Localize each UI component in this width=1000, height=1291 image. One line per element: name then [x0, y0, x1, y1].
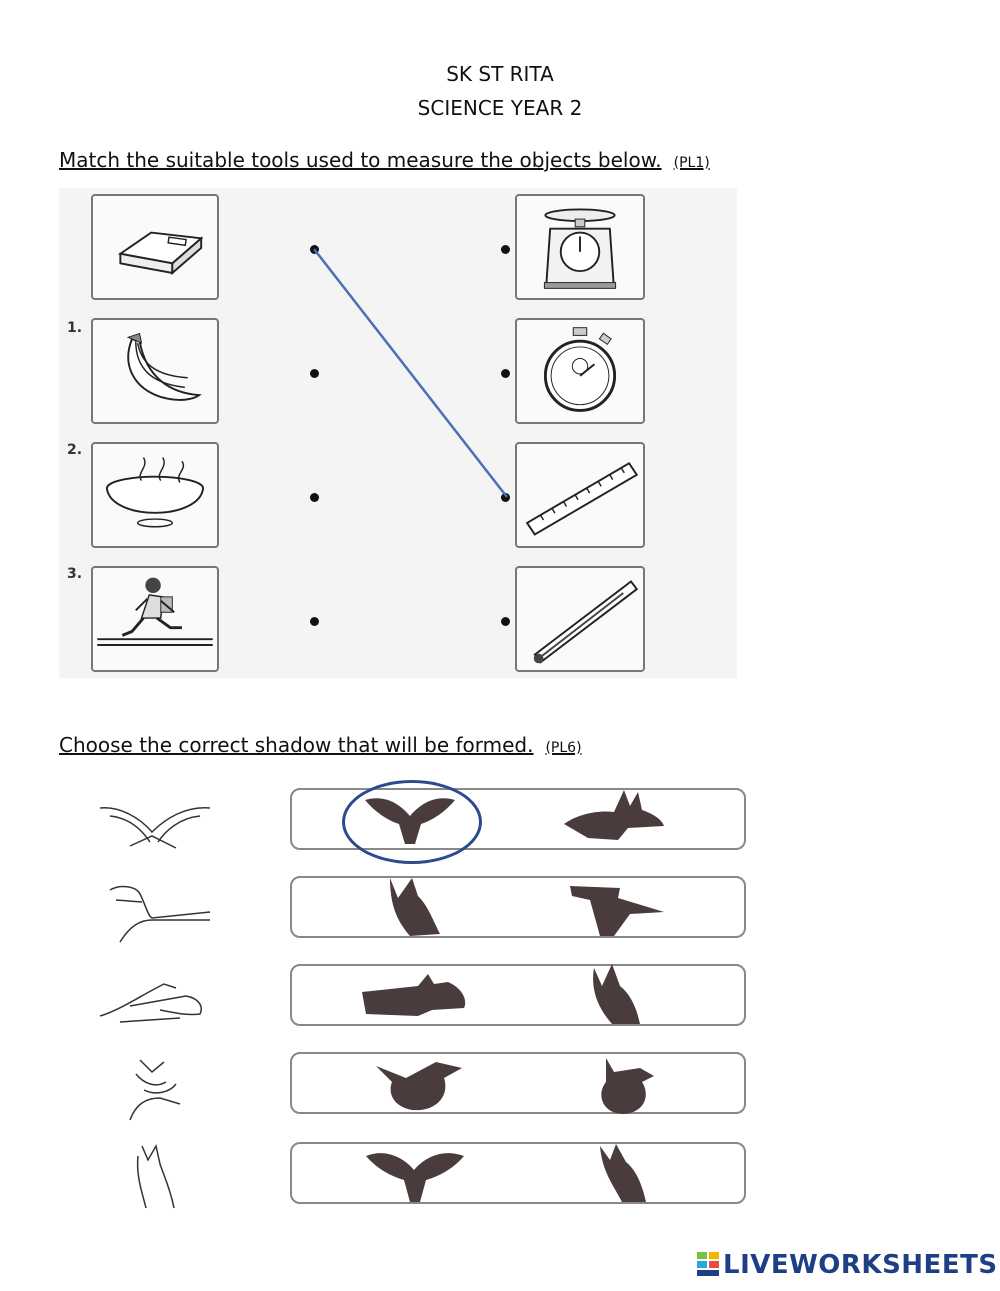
rabbit-hand-shadow-option[interactable]: [370, 874, 480, 938]
shadow-row-2: [290, 876, 746, 938]
selected-answer-circle: [342, 780, 482, 864]
squirrel-shadow-option[interactable]: [580, 1054, 690, 1118]
match-instruction-text: Match the suitable tools used to measure the objects below.: [59, 148, 662, 172]
match-level: (PL1): [673, 155, 710, 171]
wolf-shadow-option[interactable]: [558, 784, 668, 848]
matching-exercise: [59, 188, 737, 678]
hand-deer-icon: [90, 1142, 220, 1212]
deer-shadow-option[interactable]: [580, 1138, 690, 1202]
item-number-3: 3.: [67, 566, 83, 582]
item-number-2: 2.: [67, 442, 83, 458]
goose-shadow-option[interactable]: [366, 1056, 476, 1120]
match-instruction: [59, 148, 710, 172]
answer-line: [59, 188, 737, 678]
hand-dog-icon: [90, 966, 220, 1036]
school-name: SK ST RITA: [446, 62, 554, 86]
bird-shadow-option-2[interactable]: [360, 1140, 470, 1204]
hand-rabbit-icon: [90, 876, 220, 946]
shadow-level: (PL6): [545, 740, 582, 756]
shadow-instruction-text: Choose the correct shadow that will be formed.: [59, 733, 534, 757]
liveworksheets-logo: [697, 1250, 998, 1280]
dog-shadow-option[interactable]: [358, 966, 468, 1030]
rabbit-hand-shadow-option-2[interactable]: [572, 962, 682, 1026]
shadow-instruction: [59, 733, 582, 757]
item-number-1: 1.: [67, 320, 83, 336]
hand-squirrel-icon: [90, 1054, 220, 1124]
shadow-exercise: [90, 780, 758, 1220]
subject-title: SCIENCE YEAR 2: [417, 96, 583, 120]
brand-text: LIVEWORKSHEETS: [723, 1250, 998, 1280]
liveworksheets-logo-icon: [697, 1252, 719, 1276]
hand-bird-icon: [90, 788, 220, 858]
crocodile-shadow-option[interactable]: [560, 876, 670, 940]
